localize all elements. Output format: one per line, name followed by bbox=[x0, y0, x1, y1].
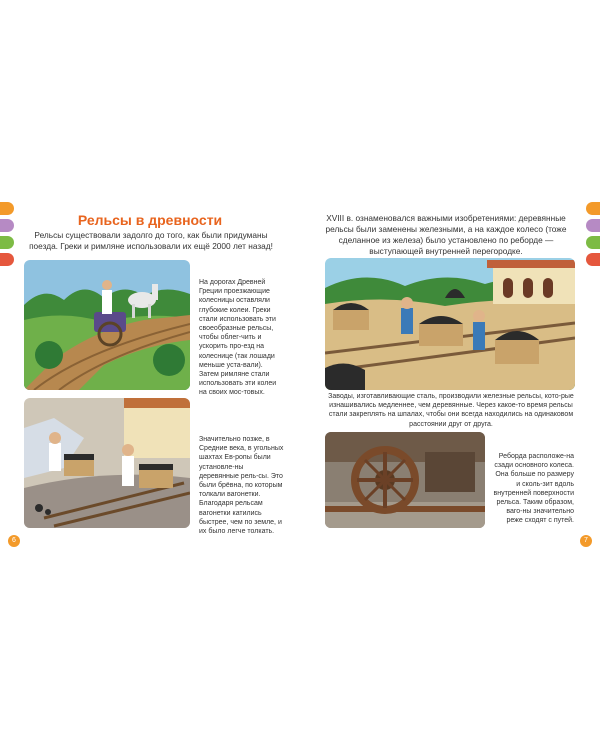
chariot-caption: На дорогах Древней Греции проезжающие колесницы оставляли глубокие колеи. Греки стали использовать эти своеобразные рельсы, чтобы облег-чить и ускорить про-езд на колеснице (так лошади меньше уста-вали). Затем римляне стали использовать эти колеи на своих мос-товых. bbox=[199, 279, 277, 397]
edge-tab-red-right bbox=[586, 253, 600, 266]
factory-rails-illustration bbox=[325, 258, 575, 390]
edge-tab-green-right bbox=[586, 236, 600, 249]
edge-tab-purple-right bbox=[586, 219, 600, 232]
page-number-right: 7 bbox=[580, 535, 592, 547]
wheel-caption: Реборда расположе-на сзади основного колеса. Она больше по размеру и сколь-зит вдоль внутренней поверхности рельса. Таким образом, ваго-ны значительно реже сходят с путей. bbox=[493, 453, 574, 525]
mine-caption: Значительно позже, в Средние века, в угольных шахтах Ев-ропы были установле-ны деревянные рель-сы. Это были брёвна, по которым толкали вагонетки. Благодаря рельсам вагонетки катились быстрее, чем по земле, и их было легче толкать. bbox=[199, 436, 284, 536]
page-title: Рельсы в древности bbox=[77, 212, 223, 228]
intro-text: Рельсы существовали задолго до того, как были придуманы поезда. Греки и римляне использовали их ещё 2000 лет назад! bbox=[29, 230, 273, 251]
wheel-flange-photo bbox=[325, 432, 485, 528]
factory-caption: Заводы, изготавливающие сталь, производили железные рельсы, кото-рые изнашивались медленнее, чем деревянные. Через какое-то время рельсы стали закреплять на шпалах, чтобы они всегда находились на одинаковом расстоянии друг от друга. bbox=[328, 393, 574, 428]
mine-cart-illustration bbox=[24, 398, 190, 528]
edge-tab-green bbox=[0, 236, 14, 249]
edge-tab-orange-right bbox=[586, 202, 600, 215]
edge-tab-red bbox=[0, 253, 14, 266]
right-intro-text: XVIII в. ознаменовался важными изобретениями: деревянные рельсы были заменены железными, а на каждое колесо (тоже сделанное из железа) было установлено по реборде — выступающей внутренней перегородке. bbox=[325, 213, 567, 256]
page-number-left: 6 bbox=[8, 535, 20, 547]
chariot-illustration bbox=[24, 260, 190, 390]
